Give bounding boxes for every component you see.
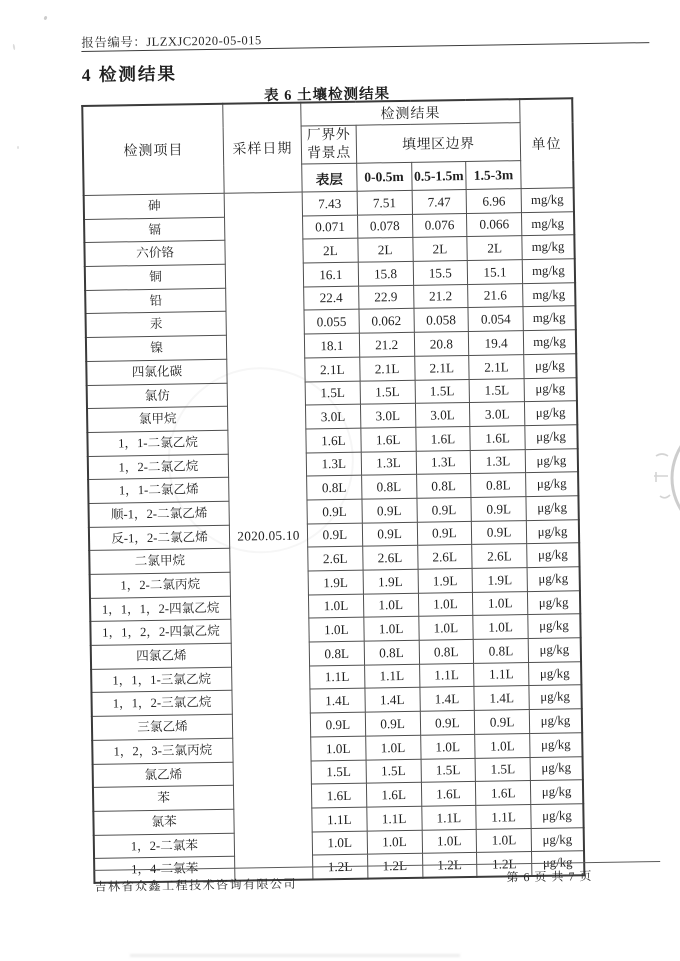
value-cell: 0.054: [468, 307, 523, 332]
value-cell: 0.066: [467, 212, 522, 237]
value-cell: 1.0L: [476, 828, 531, 853]
value-cell: 7.51: [357, 190, 412, 215]
value-cell: 22.9: [358, 285, 413, 310]
value-cell: 0.8L: [364, 640, 419, 665]
value-cell: 1.9L: [472, 568, 527, 593]
col-header-depth-2: 0.5-1.5m: [411, 161, 466, 190]
value-cell: 16.1: [303, 262, 358, 287]
value-cell: 0.9L: [307, 523, 362, 548]
value-cell: 0.9L: [472, 520, 527, 545]
value-cell: 21.2: [413, 284, 468, 309]
value-cell: 1.0L: [420, 734, 475, 759]
value-cell: 1.1L: [421, 805, 476, 830]
value-cell: 7.47: [412, 189, 467, 214]
value-cell: 0.9L: [310, 712, 365, 737]
value-cell: 1.1L: [367, 806, 422, 831]
value-cell: 1.6L: [421, 782, 476, 807]
value-cell: 1.6L: [366, 782, 421, 807]
value-cell: 1.5L: [366, 759, 421, 784]
unit-cell: μg/kg: [526, 472, 579, 497]
value-cell: 1.4L: [419, 687, 474, 712]
value-cell: 1.5L: [469, 378, 524, 403]
item-cell: 1，1-二氯乙烷: [87, 430, 228, 456]
scan-speck: [17, 146, 19, 149]
value-cell: 1.4L: [365, 688, 420, 713]
item-cell: 反-1，2-二氯乙烯: [89, 525, 230, 551]
table-header: [82, 98, 573, 195]
item-cell: 顺-1，2-二氯乙烯: [88, 501, 229, 527]
item-cell: 三氯乙烯: [92, 714, 233, 740]
value-cell: 0.8L: [309, 641, 364, 666]
value-cell: 1.6L: [476, 781, 531, 806]
value-cell: 0.9L: [362, 498, 417, 523]
unit-cell: μg/kg: [529, 661, 582, 686]
value-cell: 1.1L: [310, 665, 365, 690]
report-number: 报告编号：JLZXJC2020-05-015: [81, 33, 262, 51]
sampling-date-cell: 2020.05.10: [224, 192, 313, 881]
value-cell: 21.6: [468, 283, 523, 308]
value-cell: 15.1: [467, 260, 522, 285]
results-table: [81, 97, 585, 884]
item-cell: 镉: [84, 217, 225, 243]
col-header-results: 检测结果: [301, 99, 520, 126]
unit-cell: μg/kg: [531, 804, 584, 829]
value-cell: 3.0L: [415, 403, 470, 428]
value-cell: 15.5: [413, 261, 468, 286]
value-cell: 2.1L: [305, 357, 360, 382]
page-number: 第 6 页 共 7 页: [506, 869, 593, 885]
value-cell: 1.0L: [422, 829, 477, 854]
item-cell: 1，1，1-三氯乙烷: [91, 667, 232, 693]
scan-smudge: [130, 954, 460, 957]
item-cell: 1，1，2，2-四氯乙烷: [90, 620, 231, 646]
value-cell: 0.8L: [471, 473, 526, 498]
value-cell: 1.1L: [364, 664, 419, 689]
value-cell: 1.3L: [470, 449, 525, 474]
value-cell: 22.4: [304, 286, 359, 311]
value-cell: 1.3L: [361, 451, 416, 476]
value-cell: 1.5L: [415, 379, 470, 404]
value-cell: 1.5L: [421, 758, 476, 783]
value-cell: 0.076: [412, 213, 467, 238]
value-cell: 0.8L: [307, 475, 362, 500]
unit-cell: μg/kg: [528, 638, 581, 663]
value-cell: 1.0L: [363, 593, 418, 618]
value-cell: 1.9L: [308, 570, 363, 595]
item-cell: 六价铬: [84, 241, 225, 267]
value-cell: 0.055: [304, 310, 359, 335]
value-cell: 1.6L: [415, 426, 470, 451]
value-cell: 0.9L: [362, 522, 417, 547]
value-cell: 0.058: [413, 308, 468, 333]
col-header-date: 采样日期: [223, 103, 302, 194]
item-cell: 1，1，2-三氯乙烷: [91, 691, 232, 717]
value-cell: 1.0L: [475, 733, 530, 758]
unit-cell: μg/kg: [531, 827, 584, 852]
value-cell: 2.1L: [469, 354, 524, 379]
unit-cell: μg/kg: [525, 448, 578, 473]
unit-cell: μg/kg: [528, 614, 581, 639]
unit-cell: μg/kg: [530, 756, 583, 781]
value-cell: 18.1: [304, 333, 359, 358]
value-cell: 1.5L: [475, 757, 530, 782]
unit-cell: mg/kg: [523, 283, 576, 308]
unit-cell: μg/kg: [526, 519, 579, 544]
value-cell: 0.071: [303, 215, 358, 240]
col-header-unit: 单位: [520, 98, 574, 188]
value-cell: 2.1L: [414, 355, 469, 380]
value-cell: 0.9L: [365, 711, 420, 736]
table-title: 表 6 土壤检测结果: [263, 86, 391, 105]
value-cell: 0.9L: [417, 521, 472, 546]
unit-cell: μg/kg: [527, 590, 580, 615]
value-cell: 3.0L: [305, 404, 360, 429]
value-cell: 2L: [358, 238, 413, 263]
col-header-depth-3: 1.5-3m: [466, 161, 521, 190]
value-cell: 1.0L: [308, 594, 363, 619]
value-cell: 1.0L: [473, 591, 528, 616]
value-cell: 1.6L: [306, 428, 361, 453]
item-cell: 1，1-二氯乙烯: [88, 478, 229, 504]
unit-cell: mg/kg: [521, 211, 574, 236]
value-cell: 0.9L: [475, 710, 530, 735]
col-header-background-point: 厂界外背景点: [301, 125, 356, 164]
item-cell: 氯苯: [93, 809, 234, 835]
value-cell: 3.0L: [470, 402, 525, 427]
value-cell: 20.8: [414, 332, 469, 357]
value-cell: 1.6L: [470, 425, 525, 450]
unit-cell: μg/kg: [527, 567, 580, 592]
value-cell: 1.0L: [367, 830, 422, 855]
value-cell: 1.1L: [312, 807, 367, 832]
value-cell: 2.6L: [417, 545, 472, 570]
value-cell: 1.9L: [363, 569, 418, 594]
unit-cell: mg/kg: [522, 259, 575, 284]
value-cell: 1.0L: [309, 618, 364, 643]
unit-cell: μg/kg: [524, 354, 577, 379]
unit-cell: μg/kg: [530, 780, 583, 805]
value-cell: 0.9L: [420, 711, 475, 736]
value-cell: 0.9L: [307, 499, 362, 524]
value-cell: 0.9L: [416, 497, 471, 522]
footer-company: 吉林省众鑫工程技术咨询有限公司: [94, 876, 298, 894]
value-cell: 1.4L: [474, 686, 529, 711]
value-cell: 21.2: [359, 332, 414, 357]
col-header-surface: 表层: [302, 163, 357, 192]
item-cell: 铅: [85, 288, 226, 314]
col-header-landfill-boundary: 填埋区边界: [356, 123, 521, 164]
unit-cell: mg/kg: [523, 306, 576, 331]
value-cell: 1.0L: [312, 831, 367, 856]
item-cell: 1，2-二氯丙烷: [90, 572, 231, 598]
value-cell: 7.43: [302, 191, 357, 216]
unit-cell: μg/kg: [532, 851, 585, 876]
stamp-fragment: [634, 406, 680, 551]
value-cell: 2L: [412, 237, 467, 262]
col-header-depth-1: 0-0.5m: [356, 162, 411, 191]
value-cell: 19.4: [469, 331, 524, 356]
col-header-item: 检测项目: [82, 104, 224, 196]
value-cell: 1.3L: [306, 452, 361, 477]
value-cell: 3.0L: [360, 404, 415, 429]
value-cell: 1.6L: [311, 783, 366, 808]
unit-cell: μg/kg: [527, 543, 580, 568]
item-cell: 1，4-二氯苯: [94, 856, 235, 882]
unit-cell: μg/kg: [529, 709, 582, 734]
value-cell: 1.1L: [476, 804, 531, 829]
unit-cell: mg/kg: [522, 235, 575, 260]
unit-cell: μg/kg: [529, 685, 582, 710]
value-cell: 0.8L: [419, 639, 474, 664]
value-cell: 1.0L: [473, 615, 528, 640]
unit-cell: μg/kg: [524, 401, 577, 426]
item-cell: 1，2，3-三氯丙烷: [92, 738, 233, 764]
value-cell: 1.0L: [418, 616, 473, 641]
value-cell: 1.6L: [361, 427, 416, 452]
unit-cell: μg/kg: [524, 377, 577, 402]
value-cell: 1.0L: [364, 617, 419, 642]
item-cell: 1，2-二氯苯: [94, 833, 235, 859]
value-cell: 2L: [467, 236, 522, 261]
value-cell: 1.5L: [360, 380, 415, 405]
value-cell: 1.3L: [416, 450, 471, 475]
item-cell: 氯甲烷: [87, 406, 228, 432]
table-body: [84, 188, 585, 883]
unit-cell: μg/kg: [525, 425, 578, 450]
value-cell: 0.8L: [361, 475, 416, 500]
unit-cell: μg/kg: [526, 496, 579, 521]
section-title: 4 检测结果: [81, 63, 178, 86]
value-cell: 1.5L: [305, 381, 360, 406]
item-cell: 四氯乙烯: [91, 643, 232, 669]
value-cell: 0.9L: [471, 497, 526, 522]
unit-cell: μg/kg: [530, 733, 583, 758]
value-cell: 2.6L: [362, 546, 417, 571]
value-cell: 1.4L: [310, 689, 365, 714]
item-cell: 氯乙烯: [93, 762, 234, 788]
item-cell: 二氯甲烷: [89, 549, 230, 575]
unit-cell: mg/kg: [521, 188, 574, 213]
item-cell: 苯: [93, 785, 234, 811]
value-cell: 1.5L: [311, 760, 366, 785]
value-cell: 1.1L: [419, 663, 474, 688]
item-cell: 汞: [86, 312, 227, 338]
value-cell: 1.0L: [365, 735, 420, 760]
item-cell: 四氯化碳: [86, 359, 227, 385]
item-cell: 砷: [84, 193, 225, 219]
item-cell: 1，1，1，2-四氯乙烷: [90, 596, 231, 622]
value-cell: 2.6L: [472, 544, 527, 569]
value-cell: 15.8: [358, 261, 413, 286]
value-cell: 2.6L: [308, 546, 363, 571]
value-cell: 0.8L: [473, 639, 528, 664]
item-cell: 镍: [86, 335, 227, 361]
value-cell: 1.9L: [418, 568, 473, 593]
item-cell: 氯仿: [87, 383, 228, 409]
value-cell: 2L: [303, 239, 358, 264]
unit-cell: mg/kg: [523, 330, 576, 355]
value-cell: 1.0L: [418, 592, 473, 617]
item-cell: 铜: [85, 264, 226, 290]
value-cell: 0.062: [359, 309, 414, 334]
value-cell: 0.8L: [416, 474, 471, 499]
value-cell: 1.1L: [474, 662, 529, 687]
value-cell: 2.1L: [359, 356, 414, 381]
item-cell: 1，2-二氯乙烷: [88, 454, 229, 480]
value-cell: 6.96: [466, 189, 521, 214]
value-cell: 0.078: [357, 214, 412, 239]
value-cell: 1.0L: [311, 736, 366, 761]
